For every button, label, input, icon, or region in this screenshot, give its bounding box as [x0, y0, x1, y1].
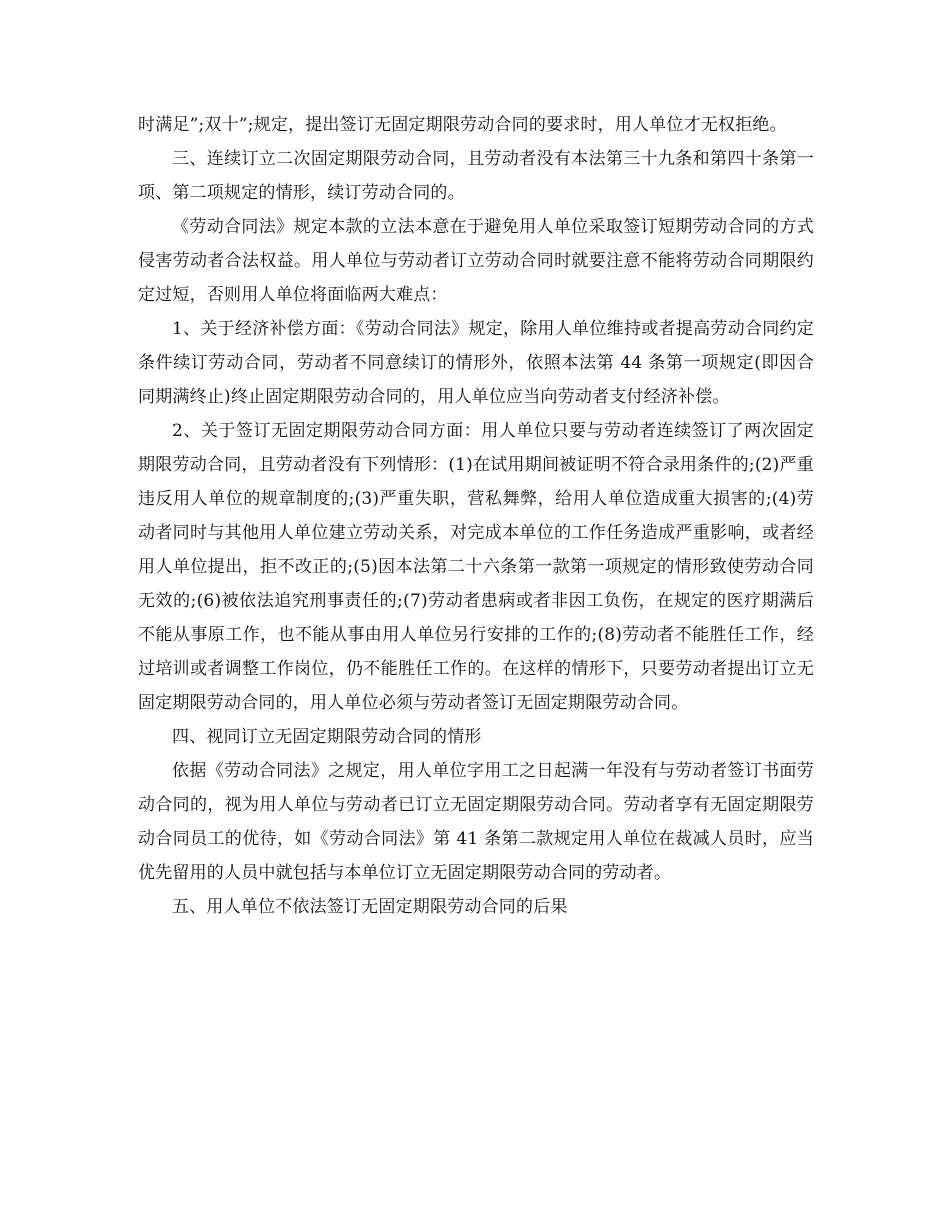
- paragraph-section-four-heading: 四、视同订立无固定期限劳动合同的情形: [172, 727, 482, 747]
- paragraph-section-five-heading: 五、用人单位不依法签订无固定期限劳动合同的后果: [172, 897, 568, 917]
- paragraph-legislative-intent: 《劳动合同法》规定本款的立法本意在于避免用人单位采取签订短期劳动合同的方式侵害劳动者合法权益。用人单位与劳动者订立劳动合同时就要注意不能将劳动合同期限约定过短，否则用人单位将面临两大难点：: [138, 217, 814, 305]
- paragraph-continuation: 时满足”;双十”;规定，提出签订无固定期限劳动合同的要求时，用人单位才无权拒绝。: [138, 115, 787, 135]
- paragraph-economic-compensation: 1、关于经济补偿方面：《劳动合同法》规定，除用人单位维持或者提高劳动合同约定条件续订劳动合同，劳动者不同意续订的情形外，依照本法第 44 条第一项规定(即因合同期满终止)终止固定期限劳动合同的，用人单位应当向劳动者支付经济补偿。: [138, 319, 814, 407]
- paragraph-section-three: 三、连续订立二次固定期限劳动合同，且劳动者没有本法第三十九条和第四十条第一项、第二项规定的情形，续订劳动合同的。: [138, 149, 814, 203]
- document-body: [138, 108, 814, 924]
- paragraph-open-ended-contract: 2、关于签订无固定期限劳动合同方面：用人单位只要与劳动者连续签订了两次固定期限劳动合同，且劳动者没有下列情形：(1)在试用期间被证明不符合录用条件的;(2)严重违反用人单位的规章制度的;(3)严重失职，营私舞弊，给用人单位造成重大损害的;(4)劳动者同时与其他用人单位建立劳动关系，对完成本单位的工作任务造成严重影响，或者经用人单位提出，拒不改正的;(5)因本法第二十六条第一款第一项规定的情形致使劳动合同无效的;(6)被依法追究刑事责任的;(7)劳动者患病或者非因工负伤，在规定的医疗期满后不能从事原工作，也不能从事由用人单位另行安排的工作的;(8)劳动者不能胜任工作，经过培训或者调整工作岗位，仍不能胜任工作的。在这样的情形下，只要劳动者提出订立无固定期限劳动合同的，用人单位必须与劳动者签订无固定期限劳动合同。: [138, 421, 814, 713]
- paragraph-deemed-contract: 依据《劳动合同法》之规定，用人单位字用工之日起满一年没有与劳动者签订书面劳动合同的，视为用人单位与劳动者已订立无固定期限劳动合同。劳动者享有无固定期限劳动合同员工的优待，如《劳动合同法》第 41 条第二款规定用人单位在裁减人员时，应当优先留用的人员中就包括与本单位订立无固定期限劳动合同的劳动者。: [138, 761, 814, 883]
